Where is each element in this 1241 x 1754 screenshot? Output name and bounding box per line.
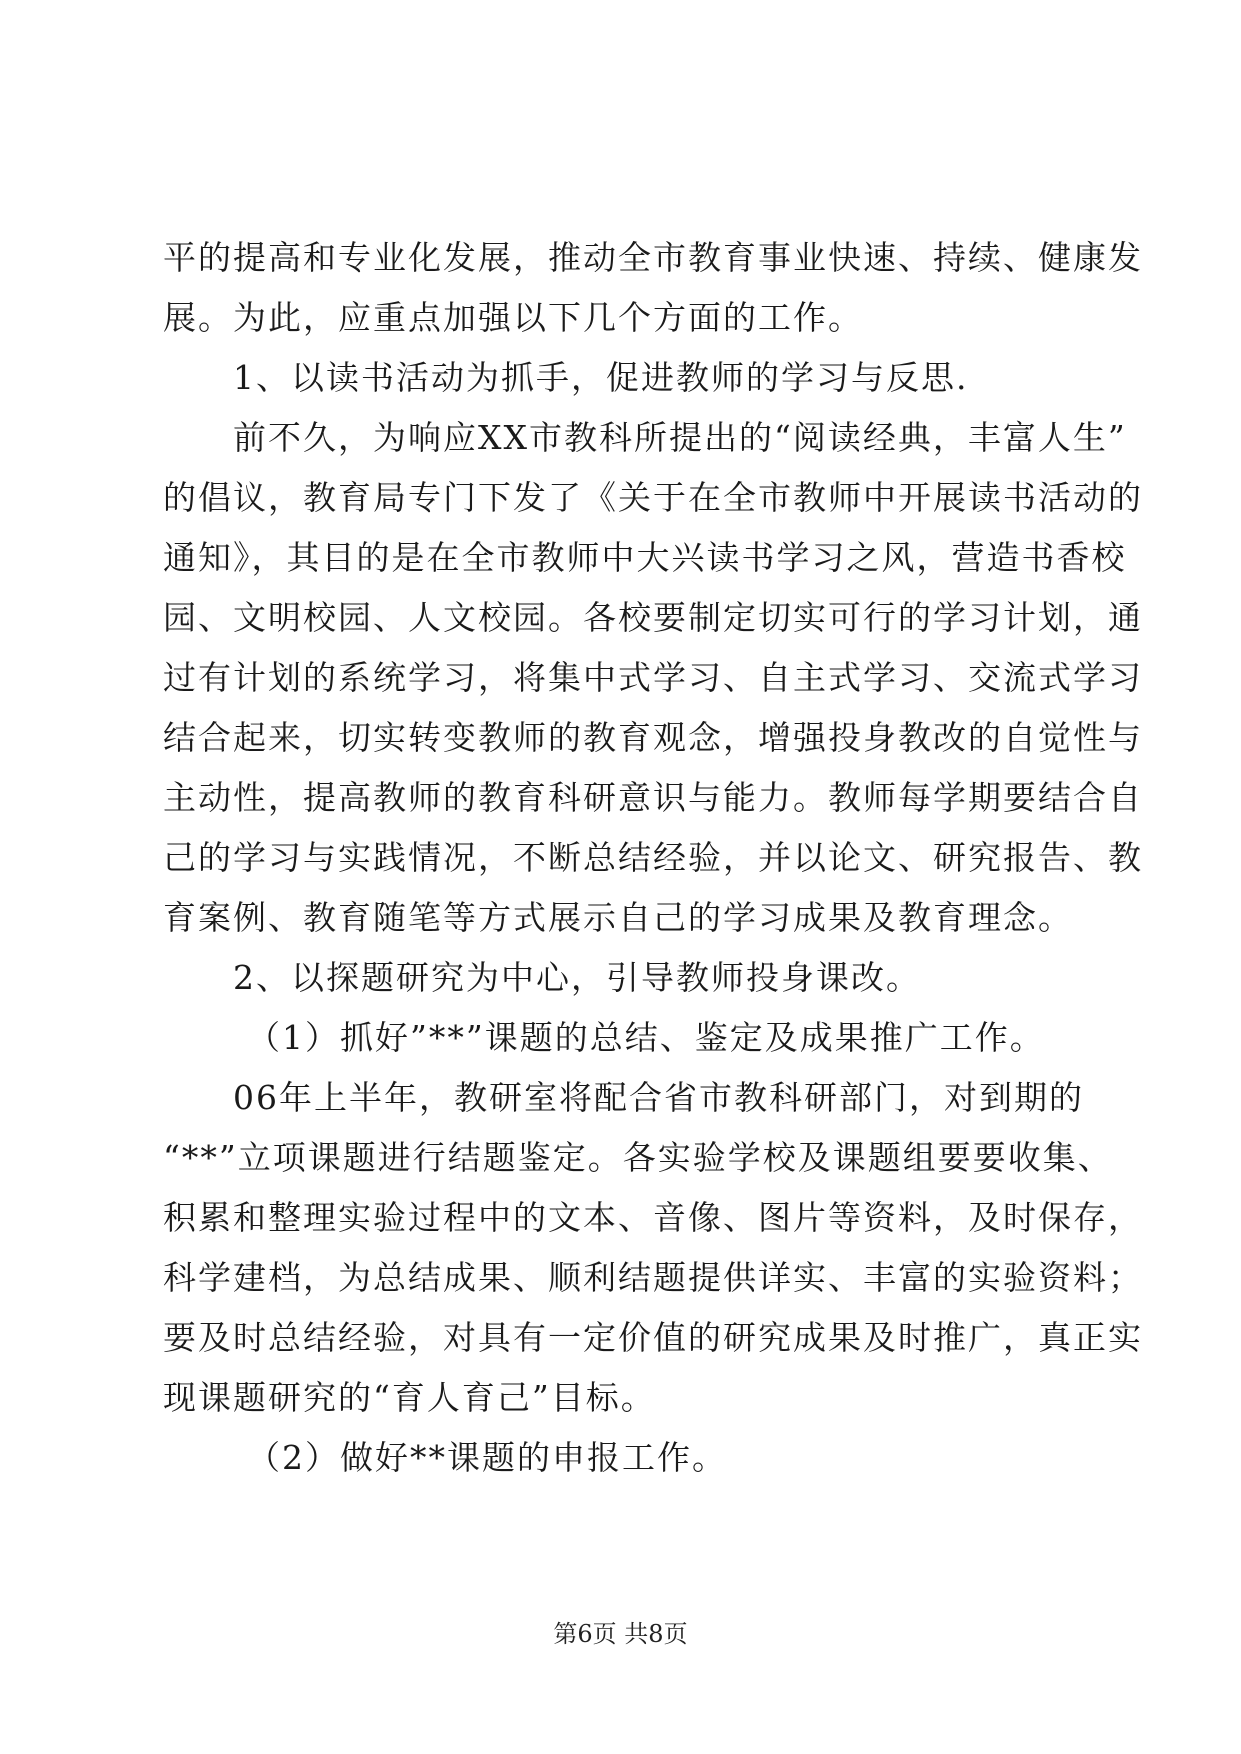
text-line: 现课题研究的“育人育己”目标。 (163, 1378, 656, 1417)
text-line: 科学建档，为总结成果、顺利结题提供详实、丰富的实验资料； (163, 1258, 1143, 1297)
text-line: 要及时总结经验，对具有一定价值的研究成果及时推广，真正实 (163, 1318, 1143, 1357)
text-line: 园、文明校园、人文校园。各校要制定切实可行的学习计划，通 (163, 598, 1143, 637)
section-heading: 1、以读书活动为抓手，促进教师的学习与反思. (233, 358, 969, 397)
text-line: 主动性，提高教师的教育科研意识与能力。教师每学期要结合自 (163, 778, 1143, 817)
text-line: 的倡议，教育局专门下发了《关于在全市教师中开展读书活动的 (163, 478, 1143, 517)
text-line: 己的学习与实践情况，不断总结经验，并以论文、研究报告、教 (163, 838, 1143, 877)
text-line: 过有计划的系统学习，将集中式学习、自主式学习、交流式学习 (163, 658, 1143, 697)
text-line: “**”立项课题进行结题鉴定。各实验学校及课题组要要收集、 (163, 1138, 1113, 1177)
page-number-footer: 第6页 共8页 (553, 1620, 688, 1648)
subsection-heading: （2）做好**课题的申报工作。 (247, 1438, 727, 1477)
text-line: 结合起来，切实转变教师的教育观念，增强投身教改的自觉性与 (163, 718, 1143, 757)
subsection-heading: （1）抓好”**”课题的总结、鉴定及成果推广工作。 (247, 1018, 1045, 1057)
body-text (163, 228, 1143, 1488)
text-line: 积累和整理实验过程中的文本、音像、图片等资料，及时保存， (163, 1198, 1143, 1237)
text-line: 展。为此，应重点加强以下几个方面的工作。 (163, 298, 863, 337)
text-line: 通知》，其目的是在全市教师中大兴读书学习之风，营造书香校 (163, 538, 1127, 577)
section-heading: 2、以探题研究为中心，引导教师投身课改。 (233, 958, 921, 997)
text-line: 育案例、教育随笔等方式展示自己的学习成果及教育理念。 (163, 898, 1073, 937)
paragraph-start: 前不久，为响应XX市教科所提出的“阅读经典，丰富人生” (233, 418, 1127, 457)
paragraph-start: 06年上半年，教研室将配合省市教科研部门，对到期的 (233, 1078, 1084, 1117)
text-line: 平的提高和专业化发展，推动全市教育事业快速、持续、健康发 (163, 238, 1143, 277)
